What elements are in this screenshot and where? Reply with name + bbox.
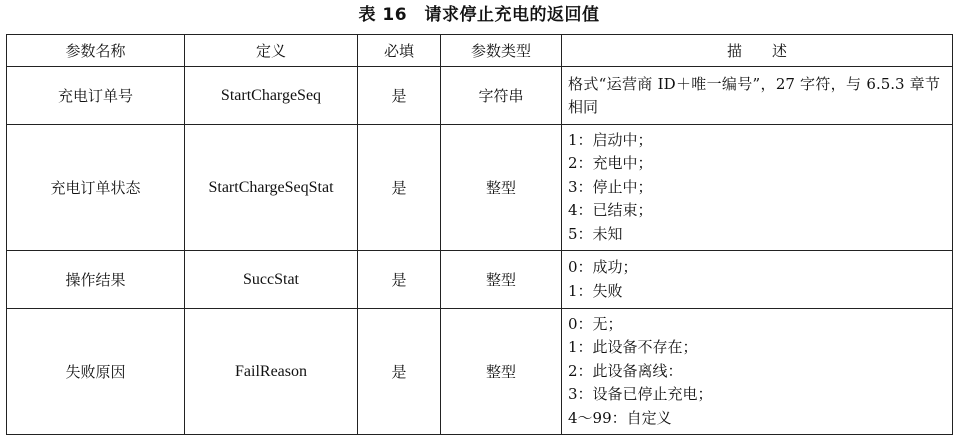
param-name-cell: 失败原因 <box>7 309 185 435</box>
required-cell: 是 <box>358 309 441 435</box>
param-name-cell: 充电订单状态 <box>7 125 185 251</box>
description-line: 3：设备已停止充电； <box>568 385 713 404</box>
description-line: 4：已结束； <box>568 201 653 220</box>
description-line: 2：充电中； <box>568 154 653 173</box>
param-type-cell: 字符串 <box>441 67 562 125</box>
description-cell <box>562 67 953 125</box>
description-cell <box>562 125 953 251</box>
description-line: 1：此设备不存在； <box>568 338 698 357</box>
required-cell: 是 <box>358 67 441 125</box>
description-cell <box>562 251 953 309</box>
definition-cell: SuccStat <box>185 251 358 309</box>
description-line: 3：停止中； <box>568 177 653 196</box>
table-row <box>7 125 953 251</box>
param-type-cell: 整型 <box>441 309 562 435</box>
description-cell <box>562 309 953 435</box>
param-name-cell: 充电订单号 <box>7 67 185 125</box>
table-caption: 表 16 请求停止充电的返回值 <box>358 5 600 25</box>
header-param-name: 参数名称 <box>7 35 185 67</box>
definition-cell: FailReason <box>185 309 358 435</box>
param-name-cell: 操作结果 <box>7 251 185 309</box>
description-line: 4～99：自定义 <box>568 408 672 427</box>
header-definition: 定义 <box>185 35 358 67</box>
description-line: 2：此设备离线： <box>568 361 683 380</box>
definition-cell: StartChargeSeqStat <box>185 125 358 251</box>
table-row <box>7 67 953 125</box>
table-header-row <box>7 35 953 67</box>
header-param-type: 参数类型 <box>441 35 562 67</box>
required-cell: 是 <box>358 251 441 309</box>
header-description: 描 述 <box>562 35 953 67</box>
param-type-cell: 整型 <box>441 251 562 309</box>
description-line: 0：无； <box>568 314 623 333</box>
description-line: 格式“运营商 ID＋唯一编号”，27 字符，与 6.5.3 章节相同 <box>568 74 940 116</box>
required-cell: 是 <box>358 125 441 251</box>
description-line: 0：成功； <box>568 258 638 276</box>
definition-cell: StartChargeSeq <box>185 67 358 125</box>
table-row <box>7 251 953 309</box>
table-row <box>7 309 953 435</box>
param-type-cell: 整型 <box>441 125 562 251</box>
description-line: 1：失败 <box>568 281 623 300</box>
return-values-table <box>6 34 953 435</box>
header-required: 必填 <box>358 35 441 67</box>
description-line: 5：未知 <box>568 224 623 243</box>
description-line: 1：启动中； <box>568 130 653 149</box>
